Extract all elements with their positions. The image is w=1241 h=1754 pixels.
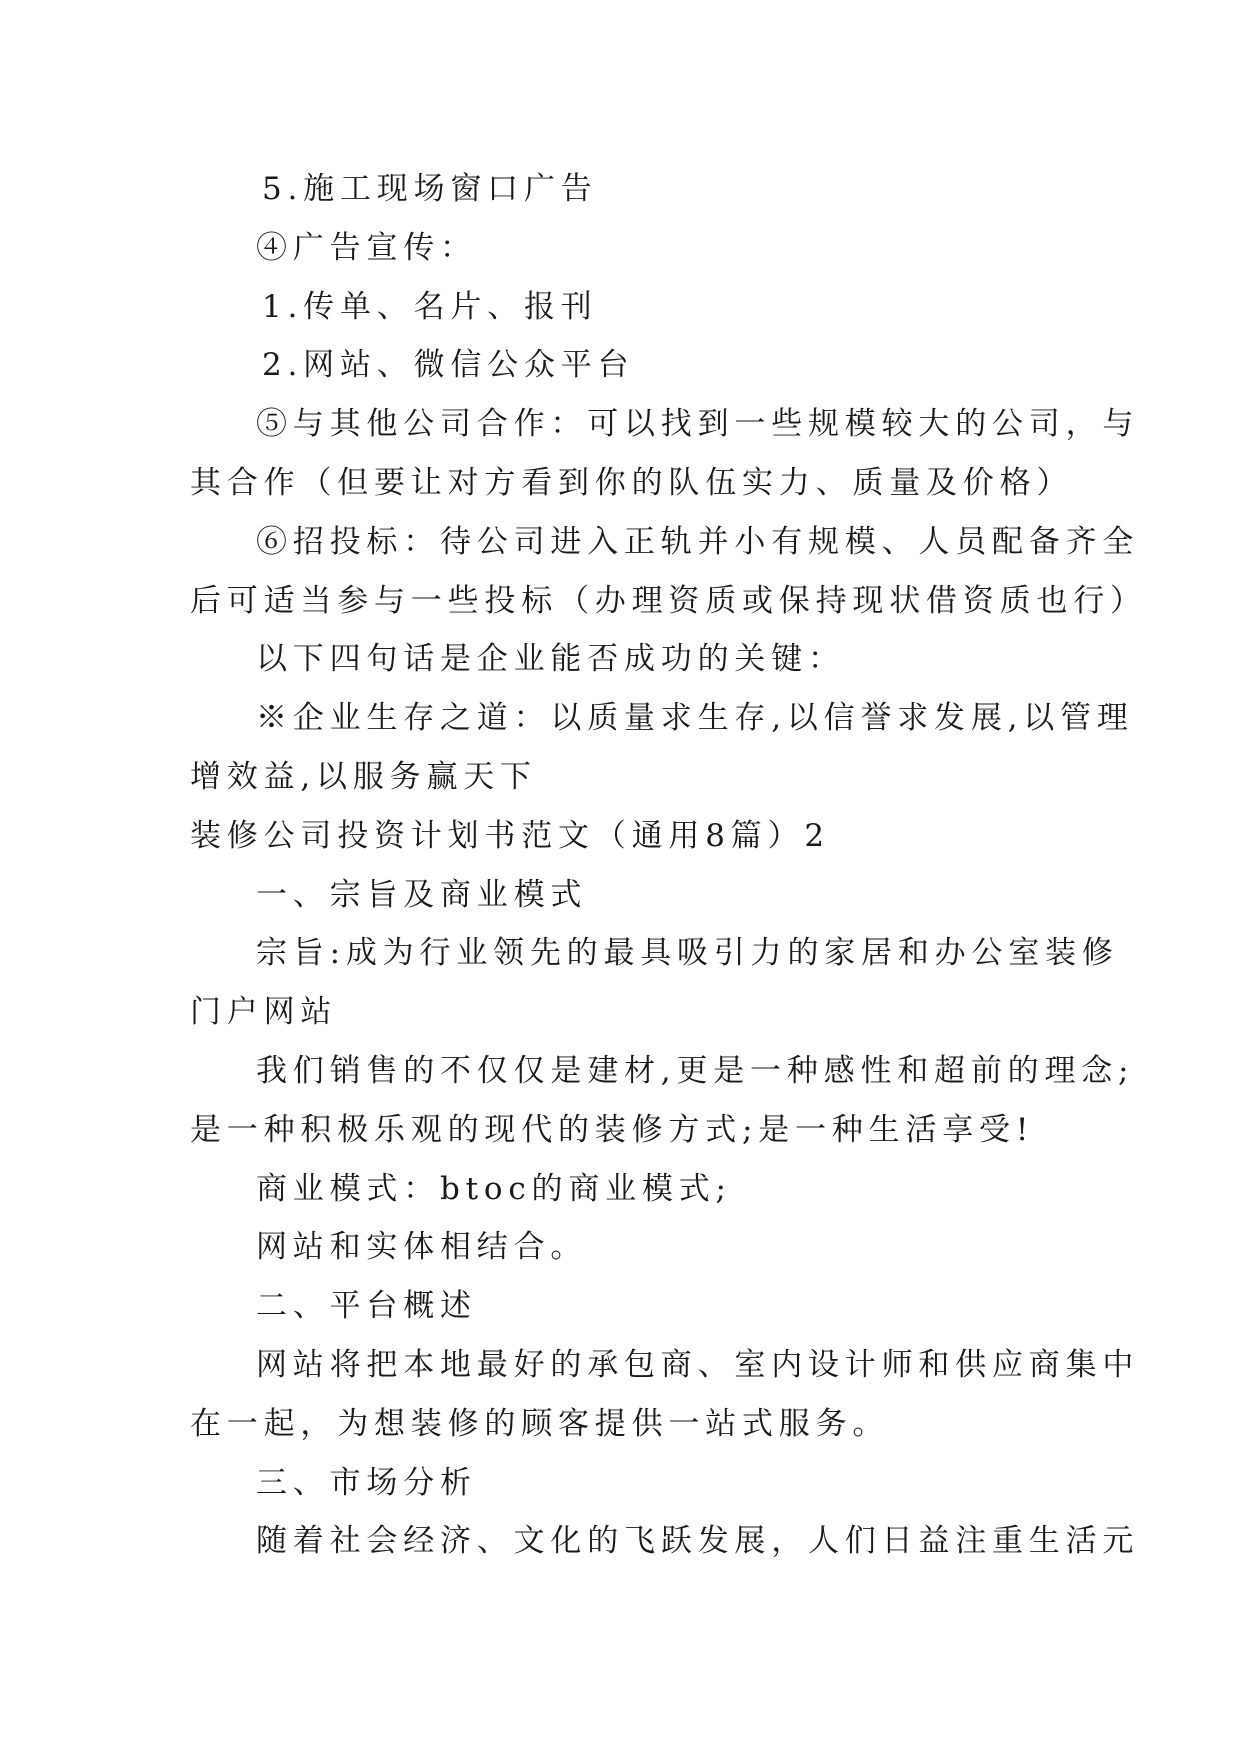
- paragraph-line: 其合作（但要让对方看到你的队伍实力、质量及价格）: [190, 464, 1074, 501]
- paragraph-line: 门户网站: [190, 994, 338, 1031]
- paragraph-line: 在一起，为想装修的顾客提供一站式服务。: [190, 1405, 890, 1442]
- paragraph-line: ※企业生存之道：以质量求生存,以信誉求发展,以管理: [256, 700, 1134, 737]
- paragraph-line: 商业模式：btoc的商业模式;: [256, 1170, 732, 1207]
- section-title: 装修公司投资计划书范文（通用8篇）2: [190, 817, 830, 854]
- paragraph-line: ⑤与其他公司合作：可以找到一些规模较大的公司，与: [256, 406, 1140, 443]
- paragraph-line: 宗旨:成为行业领先的最具吸引力的家居和办公室装修: [256, 935, 1119, 972]
- paragraph-line: 2.网站、微信公众平台: [262, 347, 635, 384]
- section-heading: 二、平台概述: [256, 1288, 477, 1325]
- document-body: [190, 160, 1147, 1571]
- paragraph-line: 网站将把本地最好的承包商、室内设计师和供应商集中: [256, 1346, 1140, 1383]
- paragraph-line: 我们销售的不仅仅是建材,更是一种感性和超前的理念;: [256, 1052, 1135, 1089]
- paragraph-line: 增效益,以服务赢天下: [190, 758, 537, 795]
- section-heading: 三、市场分析: [256, 1464, 477, 1501]
- paragraph-line: 后可适当参与一些投标（办理资质或保持现状借资质也行）: [190, 582, 1147, 619]
- paragraph-line: 5.施工现场窗口广告: [262, 171, 598, 207]
- paragraph-line: ④广告宣传：: [256, 229, 477, 266]
- paragraph-line: 以下四句话是企业能否成功的关键：: [256, 641, 845, 678]
- paragraph-line: 是一种积极乐观的现代的装修方式;是一种生活享受!: [190, 1111, 1035, 1148]
- paragraph-line: 1.传单、名片、报刊: [262, 288, 598, 325]
- paragraph-line: ⑥招投标：待公司进入正轨并小有规模、人员配备齐全: [256, 523, 1140, 560]
- section-heading: 一、宗旨及商业模式: [256, 876, 588, 913]
- paragraph-line: 随着社会经济、文化的飞跃发展，人们日益注重生活元: [256, 1523, 1140, 1560]
- paragraph-line: 网站和实体相结合。: [256, 1229, 588, 1266]
